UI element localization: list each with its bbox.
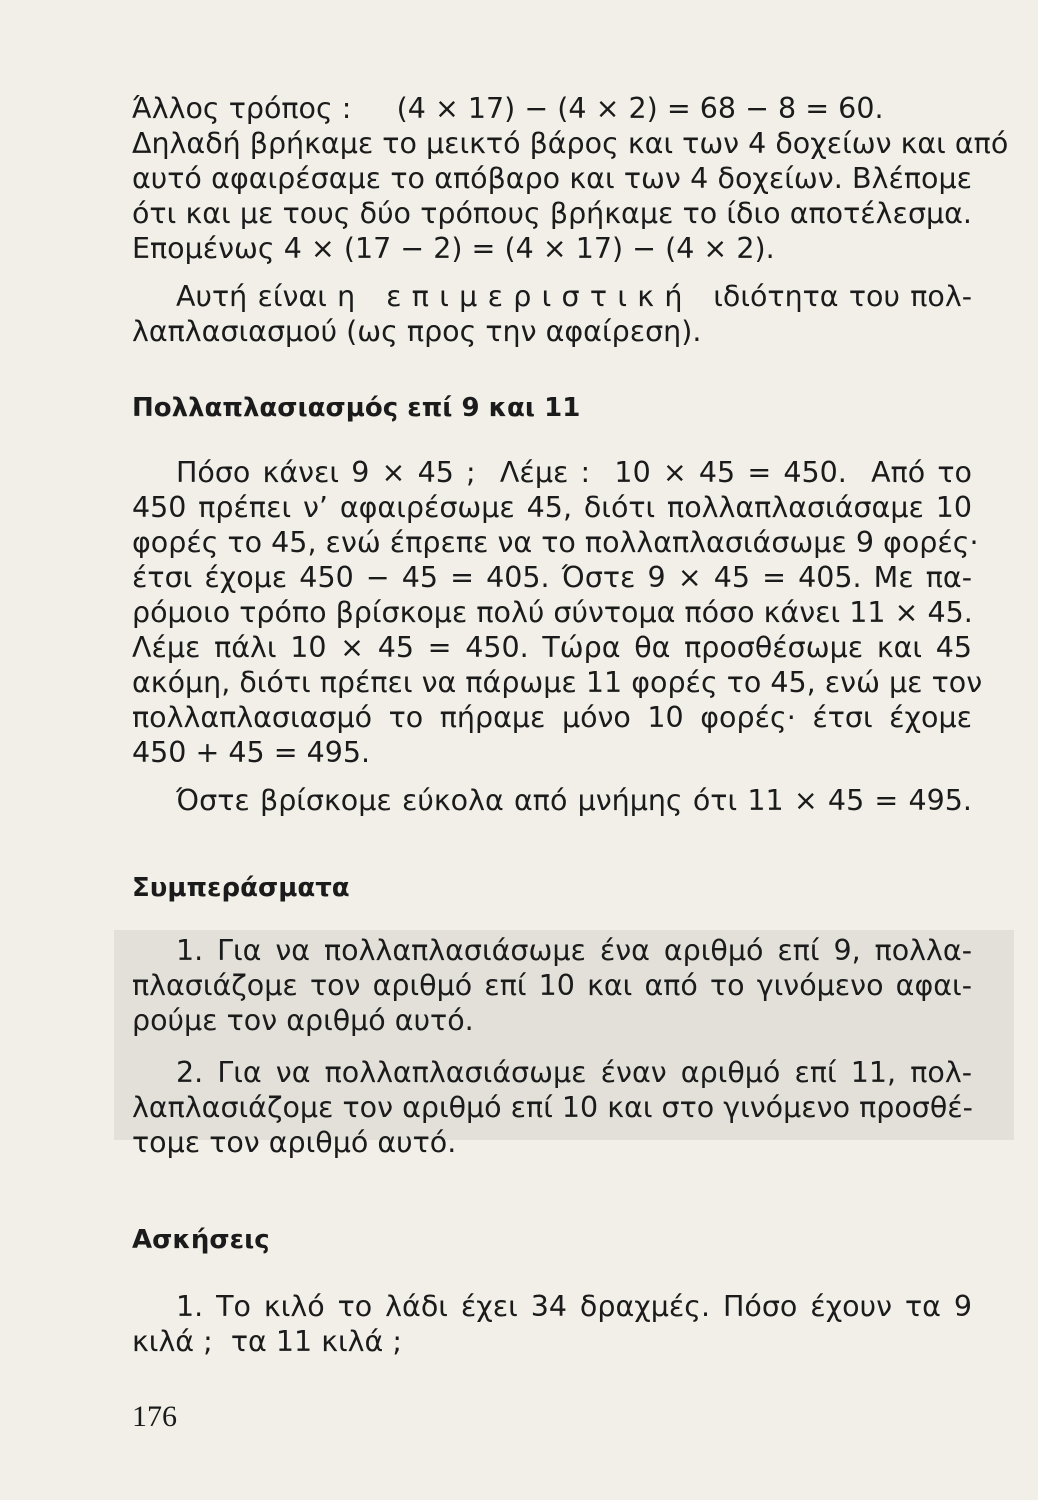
text-line: Όστε βρίσκομε εύκολα από μνήμης ότι 11 × 45 = 495. — [176, 784, 972, 817]
text-line: λαπλασιάζομε τον αριθμό επί 10 και στο γινόμενο προσθέ- — [132, 1091, 973, 1124]
text-line: 1. Το κιλό το λάδι έχει 34 δραχμές. Πόσο έχουν τα 9 — [176, 1290, 972, 1323]
text-line: Επομένως 4 × (17 − 2) = (4 × 17) − (4 × 2). — [132, 232, 775, 265]
text-line: 450 πρέπει ν’ αφαιρέσωμε 45, διότι πολλαπλασιάσαμε 10 — [132, 491, 972, 524]
text-line: Δηλαδή βρήκαμε το μεικτό βάρος και των 4 δοχείων και από — [132, 127, 1009, 160]
text-line: πολλαπλασιασμό το πήραμε μόνο 10 φορές· έτσι έχομε — [132, 701, 972, 734]
text-line: ρόμοιο τρόπο βρίσκομε πολύ σύντομα πόσο κάνει 11 × 45. — [132, 596, 973, 629]
text-line: Άλλος τρόπος : (4 × 17) − (4 × 2) = 68 − 8 = 60. — [132, 92, 884, 125]
text-line: 450 + 45 = 495. — [132, 736, 371, 769]
text-line: πλασιάζομε τον αριθμό επί 10 και από το γινόμενο αφαι- — [132, 969, 972, 1002]
text-line: ότι και με τους δύο τρόπους βρήκαμε το ίδιο αποτέλεσμα. — [132, 197, 972, 230]
page-number: 176 — [132, 1400, 177, 1433]
text-line: λαπλασιασμού (ως προς την αφαίρεση). — [132, 315, 702, 348]
text-line: κιλά ; τα 11 κιλά ; — [132, 1325, 402, 1358]
text-line: Πόσο κάνει 9 × 45 ; Λέμε : 10 × 45 = 450. Από το — [176, 456, 972, 489]
text-line: ρούμε τον αριθμό αυτό. — [132, 1004, 474, 1037]
text-line: Αυτή είναι η ε π ι μ ε ρ ι σ τ ι κ ή ιδιότητα του πολ- — [176, 280, 972, 313]
text-line: ακόμη, διότι πρέπει να πάρωμε 11 φορές το 45, ενώ με τον — [132, 666, 983, 699]
text-line: φορές το 45, ενώ έπρεπε να το πολλαπλασιάσωμε 9 φορές· — [132, 526, 979, 559]
section-heading: Ασκήσεις — [132, 1225, 270, 1255]
text-line: 2. Για να πολλαπλασιάσωμε έναν αριθμό επί 11, πολ- — [176, 1056, 972, 1089]
text-line: τομε τον αριθμό αυτό. — [132, 1126, 457, 1159]
text-line: 1. Για να πολλαπλασιάσωμε ένα αριθμό επί 9, πολλα- — [176, 934, 972, 967]
text-line: αυτό αφαιρέσαμε το απόβαρο και των 4 δοχείων. Βλέπομε — [132, 162, 972, 195]
section-heading: Πολλαπλασιασμός επί 9 και 11 — [132, 393, 581, 423]
text-line: έτσι έχομε 450 − 45 = 405. Όστε 9 × 45 = 405. Με πα- — [132, 561, 972, 594]
text-line: Λέμε πάλι 10 × 45 = 450. Τώρα θα προσθέσωμε και 45 — [132, 631, 972, 664]
section-heading: Συμπεράσματα — [132, 873, 350, 903]
